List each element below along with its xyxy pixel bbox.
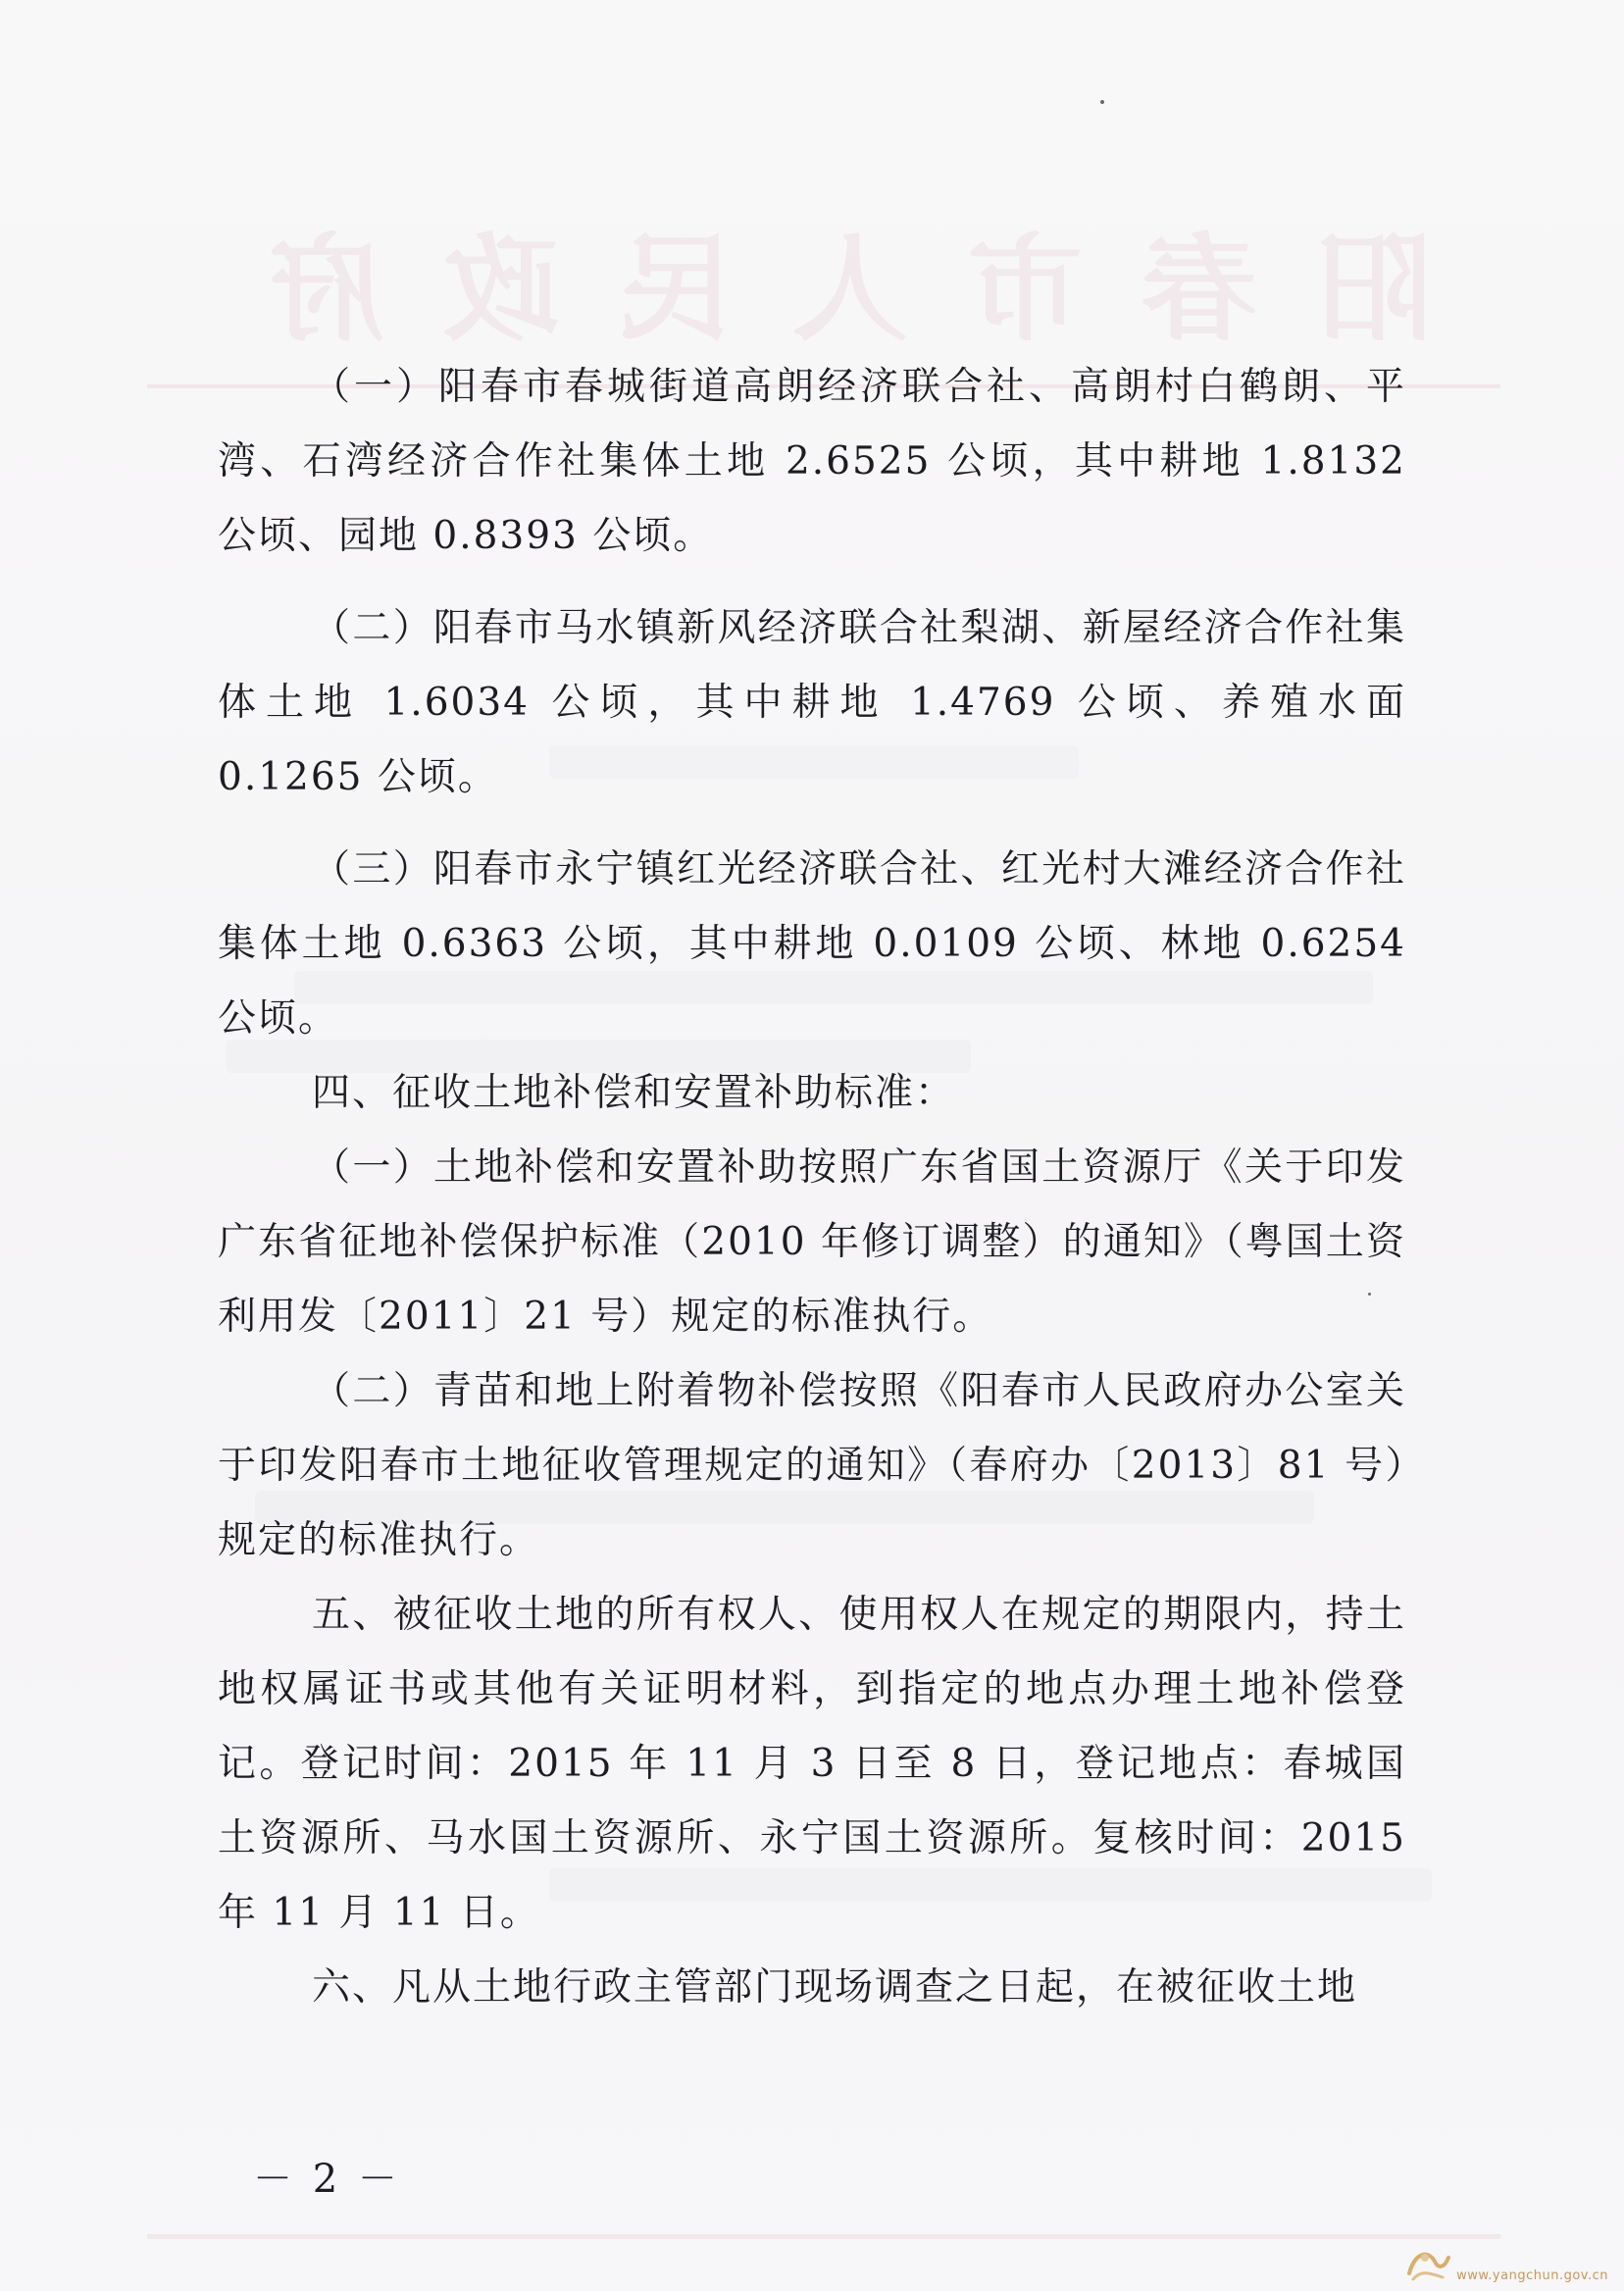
body-text xyxy=(218,350,1406,2025)
yangchun-logo-icon xyxy=(1405,2244,1450,2283)
paragraph-section-3-item-2: （二）阳春市马水镇新风经济联合社梨湖、新屋经济合作社集体土地 1.6034 公顷，其中耕地 1.4769 公顷、养殖水面 0.1265 公顷。 xyxy=(218,606,1406,799)
paragraph-section-4-item-2: （二）青苗和地上附着物补偿按照《阳春市人民政府办公室关于印发阳春市土地征收管理规定的通知》（春府办〔2013〕81 号）规定的标准执行。 xyxy=(218,1369,1406,1562)
dust-speck xyxy=(1100,100,1104,104)
paragraph-section-6: 六、凡从土地行政主管部门现场调查之日起，在被征收土地 xyxy=(312,1965,1358,2010)
paragraph-section-5: 五、被征收土地的所有权人、使用权人在规定的期限内，持土地权属证书或其他有关证明材料，到指定的地点办理土地补偿登记。登记时间：2015 年 11 月 3 日至 8 日，登记地点：春城国土资源所、马水国土资源所、永宁国土资源所。复核时间：2015 年 11 月 11 日。 xyxy=(218,1593,1406,1935)
paragraph-section-3-item-1: （一）阳春市春城街道高朗经济联合社、高朗村白鹤朗、平湾、石湾经济合作社集体土地 2.6525 公顷，其中耕地 1.8132 公顷、园地 0.8393 公顷。 xyxy=(218,365,1406,558)
heading-section-4: 四、征收土地补偿和安置补助标准： xyxy=(312,1071,956,1115)
site-watermark xyxy=(1405,2244,1608,2283)
watermark-url: www.yangchun.gov.cn xyxy=(1456,2268,1608,2283)
show-through-letterhead: 阳春市人民政府 xyxy=(209,221,1432,357)
paragraph-section-4-item-1: （一）土地补偿和安置补助按照广东省国土资源厅《关于印发广东省征地补偿保护标准（2010 年修订调整）的通知》（粤国土资利用发〔2011〕21 号）规定的标准执行。 xyxy=(218,1146,1406,1339)
page-number: － 2 － xyxy=(253,2157,401,2202)
paragraph-section-3-item-3: （三）阳春市永宁镇红光经济联合社、红光村大滩经济合作社集体土地 0.6363 公顷，其中耕地 0.0109 公顷、林地 0.6254 公顷。 xyxy=(218,847,1406,1041)
show-through-rule-bottom xyxy=(147,2234,1500,2239)
